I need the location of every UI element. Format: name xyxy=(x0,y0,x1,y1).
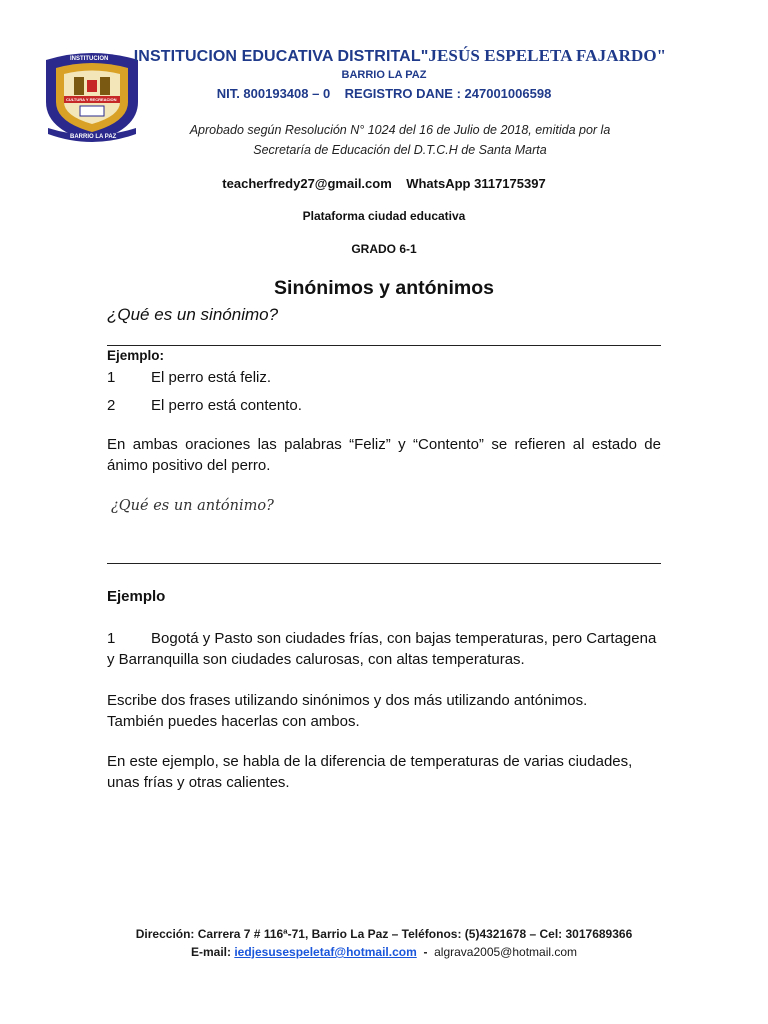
nit-number: NIT. 800193408 – 0 xyxy=(216,86,331,101)
footer-email-label: E-mail: xyxy=(190,945,231,959)
example-1-sentence: El perro está feliz. xyxy=(151,369,272,386)
example-1-item-1 xyxy=(107,367,271,388)
institution-title-part1: INSTITUCION EDUCATIVA DISTRITAL" xyxy=(133,48,429,65)
answer-line-2 xyxy=(107,563,661,564)
institution-title-part2: JESÚS ESPELETA FAJARDO" xyxy=(428,46,667,65)
question-synonym: ¿Qué es un sinónimo? xyxy=(107,305,279,324)
institution-title xyxy=(60,46,740,66)
page-title: Sinónimos y antónimos xyxy=(274,277,494,299)
resolution-line-1: Aprobado según Resolución N° 1024 del 16 de Julio de 2018, emitida por la xyxy=(189,123,611,137)
teacher-contact: teacherfredy27@gmail.com WhatsApp 3117175397 xyxy=(222,176,546,191)
instruction-paragraph xyxy=(107,690,661,732)
footer-address: Dirección: Carrera 7 # 116ª-71, Barrio La Paz – Teléfonos: (5)4321678 – Cel: 3017689366 xyxy=(135,927,633,941)
example-2-sentence: El perro está contento. xyxy=(151,397,302,414)
antonym-example-number: 1 xyxy=(107,630,116,647)
platform-name: Plataforma ciudad educativa xyxy=(302,209,466,223)
synonym-explanation: En ambas oraciones las palabras “Feliz” y “Contento” se refieren al estado de ánimo positivo del perro. xyxy=(107,436,661,474)
instruction-line-2: También puedes hacerlas con ambos. xyxy=(107,713,360,730)
resolution-line-2: Secretaría de Educación del D.T.C.H de Santa Marta xyxy=(253,143,547,157)
logo-bottom-text: BARRIO LA PAZ xyxy=(70,134,117,140)
logo-top-text: INSTITUCION xyxy=(70,56,109,62)
example-1-label: Ejemplo: xyxy=(107,348,165,363)
temperature-explanation: En este ejemplo, se habla de la diferencia de temperaturas de varias ciudades, unas frías y otras calientes. xyxy=(107,753,633,791)
logo-banner-text: CULTURA Y RECREACION xyxy=(66,97,117,102)
dane-registry: REGISTRO DANE : 247001006598 xyxy=(344,86,552,101)
antonym-example xyxy=(107,628,661,670)
example-1-number: 1 xyxy=(107,369,116,386)
footer-email-separator: - xyxy=(423,945,428,959)
example-2-label: Ejemplo xyxy=(107,588,166,605)
example-2-number: 2 xyxy=(107,397,116,414)
question-antonym: ¿Qué es un antónimo? xyxy=(111,498,274,514)
answer-line-1 xyxy=(107,345,661,346)
registration-line xyxy=(0,86,768,101)
footer-email-link-1[interactable]: iedjesusespeletaf@hotmail.com xyxy=(234,945,417,959)
neighborhood: BARRIO LA PAZ xyxy=(341,69,427,81)
footer-email-2: algrava2005@hotmail.com xyxy=(434,945,578,959)
resolution-note xyxy=(100,120,700,160)
antonym-example-text: Bogotá y Pasto son ciudades frías, con bajas temperaturas, pero Cartagena y Barranquilla son ciudades calurosas, con altas temperaturas. xyxy=(107,630,657,668)
example-1-item-2 xyxy=(107,395,302,416)
grade-label: GRADO 6-1 xyxy=(351,242,417,256)
instruction-line-1: Escribe dos frases utilizando sinónimos y dos más utilizando antónimos. xyxy=(107,692,588,709)
footer-emails xyxy=(0,945,768,959)
